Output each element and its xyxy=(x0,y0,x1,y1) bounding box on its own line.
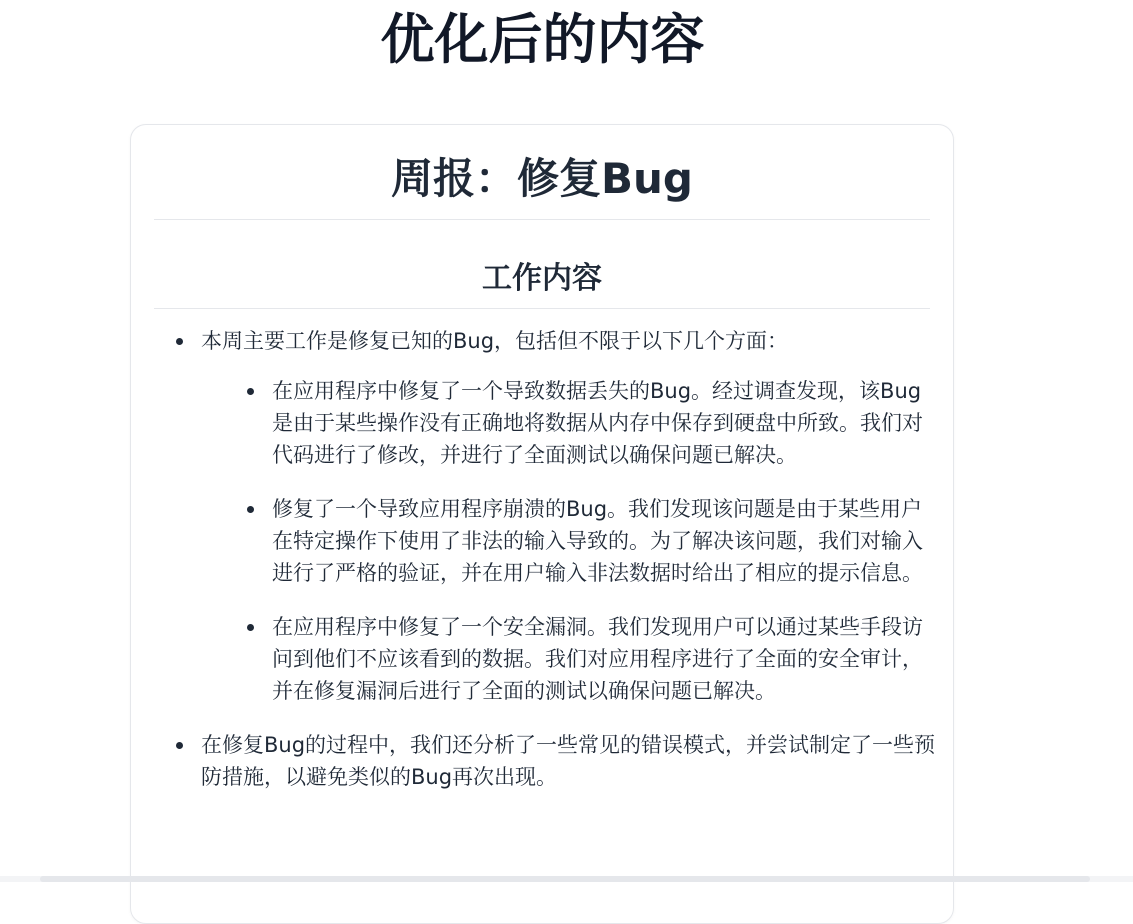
sub-list-item-text: 在应用程序中修复了一个安全漏洞。我们发现用户可以通过某些手段访问到他们不应该看到的数据。我们对应用程序进行了全面的安全审计，并在修复漏洞后进行了全面的测试以确保问题已解决。 xyxy=(272,615,923,703)
section-title: 工作内容 xyxy=(154,257,930,309)
sub-list-item-text: 在应用程序中修复了一个导致数据丢失的Bug。经过调查发现，该Bug是由于某些操作没有正确地将数据从内存中保存到硬盘中所致。我们对代码进行了修改，并进行了全面测试以确保问题已解决。 xyxy=(272,379,923,467)
bullet-icon xyxy=(247,506,254,513)
list-item-text: 本周主要工作是修复已知的Bug，包括但不限于以下几个方面： xyxy=(201,329,789,353)
bullet-icon xyxy=(247,388,254,395)
page-title: 优化后的内容 xyxy=(380,8,705,71)
list-item xyxy=(176,325,936,707)
sub-list-item-text: 修复了一个导致应用程序崩溃的Bug。我们发现该问题是由于某些用户在特定操作下使用了非法的输入导致的。为了解决该问题，我们对输入进行了严格的验证，并在用户输入非法数据时给出了相应的提示信息。 xyxy=(272,497,923,585)
bullet-icon xyxy=(176,338,183,345)
sub-list-item xyxy=(247,611,936,707)
sub-list xyxy=(201,375,936,707)
report-card xyxy=(130,124,954,924)
list-item xyxy=(176,729,936,793)
work-list xyxy=(176,325,936,793)
list-item-text: 在修复Bug的过程中，我们还分析了一些常见的错误模式，并尝试制定了一些预防措施，以避免类似的Bug再次出现。 xyxy=(201,733,936,789)
sub-list-item xyxy=(247,375,936,471)
sub-list-item xyxy=(247,493,936,589)
report-title: 周报：修复Bug xyxy=(154,149,930,220)
bullet-icon xyxy=(176,742,183,749)
scrollbar-thumb[interactable] xyxy=(40,876,1090,882)
bullet-icon xyxy=(247,624,254,631)
horizontal-scrollbar[interactable] xyxy=(0,876,1133,882)
